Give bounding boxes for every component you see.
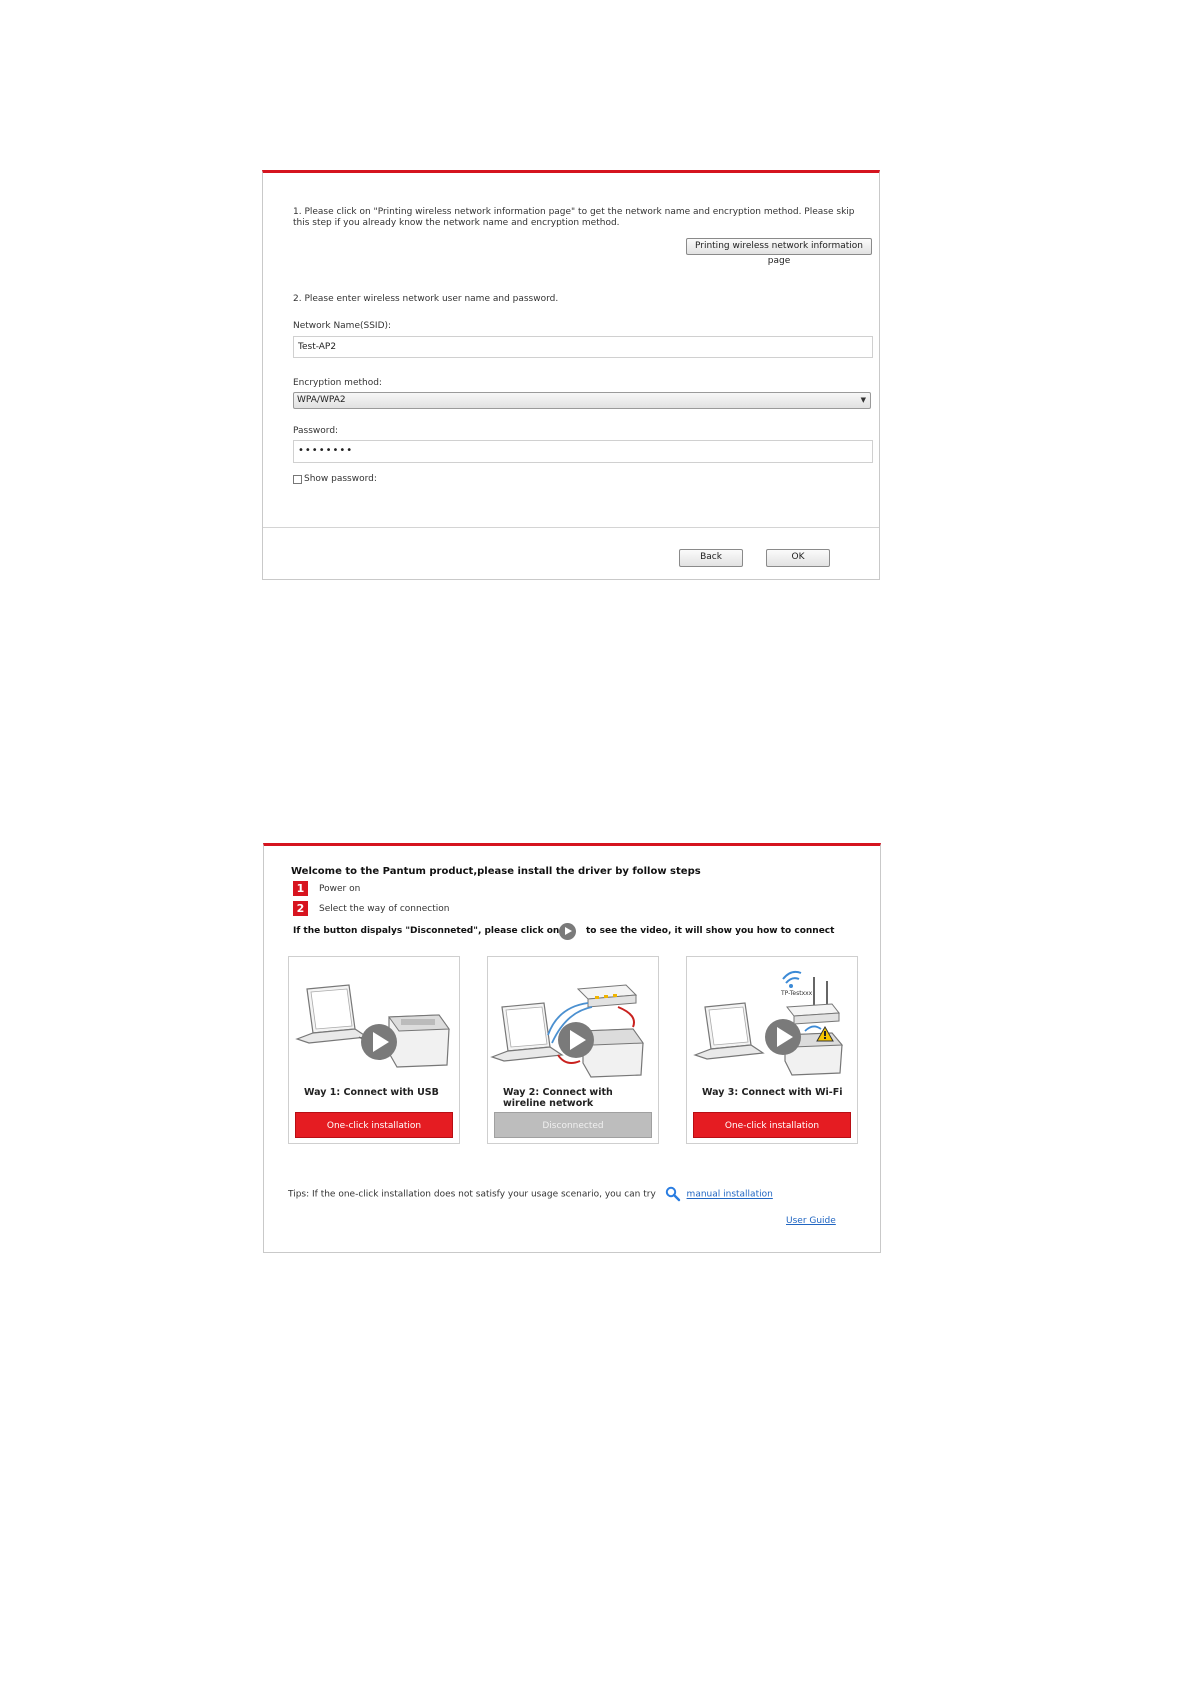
step-1-badge: 1: [293, 881, 308, 896]
magnifier-icon[interactable]: [665, 1186, 681, 1202]
password-label: Password:: [293, 426, 339, 436]
wired-connection-illustration: [488, 957, 658, 1083]
wired-disconnected-button[interactable]: Disconnected: [494, 1112, 652, 1138]
encryption-select-value: WPA/WPA2: [297, 395, 346, 405]
step2-instruction: 2. Please enter wireless network user name and password.: [293, 294, 559, 304]
show-password-label: Show password:: [304, 474, 377, 484]
user-guide-link[interactable]: User Guide: [786, 1216, 836, 1226]
ssid-input[interactable]: Test-AP2: [293, 336, 873, 358]
ok-button[interactable]: OK: [766, 549, 830, 567]
password-input[interactable]: ••••••••: [293, 440, 873, 463]
card-wifi-label: Way 3: Connect with Wi-Fi: [702, 1087, 843, 1098]
connection-card-wifi: [686, 956, 858, 1144]
router-ssid-label: TP-Testxxx: [781, 990, 813, 997]
show-password-checkbox[interactable]: [293, 475, 302, 484]
connection-card-usb: [288, 956, 460, 1144]
footer-divider: [263, 527, 879, 528]
installer-dialog: [263, 843, 881, 1253]
wifi-one-click-install-button[interactable]: One-click installation: [693, 1112, 851, 1138]
wifi-config-dialog: [262, 170, 880, 580]
connection-card-wired: [487, 956, 659, 1144]
encryption-label: Encryption method:: [293, 378, 382, 388]
print-network-info-button[interactable]: Printing wireless network information page: [686, 238, 872, 255]
play-overlay-icon[interactable]: [558, 1022, 594, 1058]
tips-line: [288, 1186, 773, 1202]
manual-installation-link[interactable]: manual installation: [686, 1189, 773, 1200]
step-2-label: Select the way of connection: [319, 904, 450, 914]
card-wired-label: Way 2: Connect with wireline network: [503, 1087, 613, 1109]
wifi-signal-icon: [783, 972, 801, 988]
hint-text-after: to see the video, it will show you how to connect: [586, 926, 835, 936]
play-video-icon[interactable]: [559, 923, 576, 940]
card-usb-label: Way 1: Connect with USB: [304, 1087, 439, 1098]
chevron-down-icon: ▼: [860, 396, 866, 404]
step-2-badge: 2: [293, 901, 308, 916]
ssid-label: Network Name(SSID):: [293, 321, 392, 331]
usb-connection-illustration: [289, 957, 459, 1083]
installer-title: Welcome to the Pantum product,please install the driver by follow steps: [291, 866, 701, 877]
wifi-connection-illustration: [687, 957, 857, 1083]
back-button[interactable]: Back: [679, 549, 743, 567]
usb-one-click-install-button[interactable]: One-click installation: [295, 1112, 453, 1138]
step1-instruction: 1. Please click on "Printing wireless network information page" to get the network name and encryption method. Please skip this step if you already know the network name and encryption method.: [293, 207, 855, 228]
hint-text-before: If the button dispalys "Disconneted", please click on: [293, 926, 560, 936]
tips-text: Tips: If the one-click installation does not satisfy your usage scenario, you can try: [288, 1189, 656, 1200]
step-1-label: Power on: [319, 884, 361, 894]
play-overlay-icon[interactable]: [361, 1024, 397, 1060]
play-overlay-icon[interactable]: [765, 1019, 801, 1055]
encryption-select[interactable]: [293, 392, 871, 409]
